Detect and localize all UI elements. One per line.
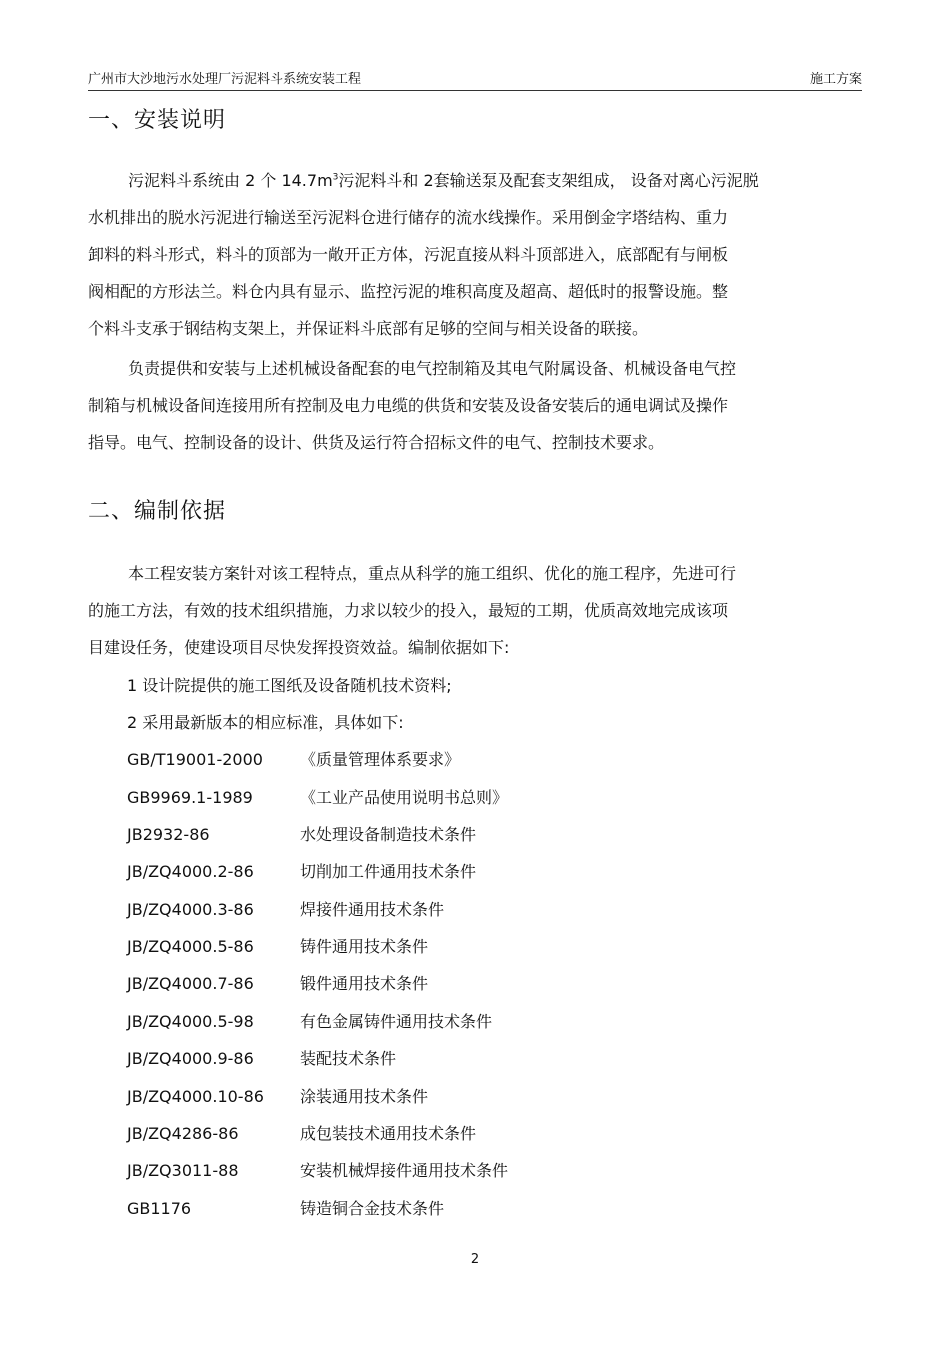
standard-code: GB/T19001-2000 <box>127 750 263 769</box>
standard-title: 焊接件通用技术条件 <box>300 900 445 919</box>
page-number: 2 <box>470 1252 480 1267</box>
standard-title: 铸件通用技术条件 <box>300 937 429 956</box>
section1-paragraph1 <box>88 162 818 347</box>
standard-row <box>127 891 687 928</box>
standard-code: GB9969.1-1989 <box>127 788 253 807</box>
standard-title: 切削加工件通用技术条件 <box>300 862 477 881</box>
standard-code: GB1176 <box>127 1199 192 1218</box>
standard-code: JB/ZQ4000.5-98 <box>127 1012 254 1031</box>
paragraph-line: 水机排出的脱水污泥进行输送至污泥料仓进行储存的流水线操作。采用倒金字塔结构、重力 <box>88 208 729 227</box>
paragraph-line: 的施工方法，有效的技术组织措施，力求以较少的投入，最短的工期，优质高效地完成该项 <box>88 601 729 620</box>
standard-title: 有色金属铸件通用技术条件 <box>300 1012 493 1031</box>
standard-row <box>127 1190 687 1227</box>
standard-row <box>127 1040 687 1077</box>
standard-row <box>127 928 687 965</box>
standard-row <box>127 816 687 853</box>
paragraph-line: 指导。电气、控制设备的设计、供货及运行符合招标文件的电气、控制技术要求。 <box>88 433 665 452</box>
standard-row <box>127 1078 687 1115</box>
standard-title: 成包装技术通用技术条件 <box>300 1124 477 1143</box>
basis-item-1: 1 设计院提供的施工图纸及设备随机技术资料; <box>127 676 452 695</box>
standard-row <box>127 965 687 1002</box>
paragraph-line: 卸料的料斗形式，料斗的顶部为一敞开正方体，污泥直接从料斗顶部进入，底部配有与闸板 <box>88 245 729 264</box>
superscript: 3 <box>332 172 339 183</box>
section2-paragraph <box>88 555 818 666</box>
standard-row <box>127 741 687 778</box>
section1-heading: 一、安装说明 <box>88 108 227 133</box>
standard-code: JB/ZQ4000.5-86 <box>127 937 254 956</box>
section1-paragraph2 <box>88 350 818 461</box>
standard-row <box>127 1115 687 1152</box>
text-run: 污泥料斗系统由 2 个 14.7m <box>128 171 333 190</box>
standard-row <box>127 1003 687 1040</box>
paragraph-line: 阀相配的方形法兰。料仓内具有显示、监控污泥的堆积高度及超高、超低时的报警设施。整 <box>88 282 729 301</box>
standard-code: JB/ZQ4286-86 <box>127 1124 239 1143</box>
standard-title: 涂装通用技术条件 <box>300 1087 429 1106</box>
standard-title: 装配技术条件 <box>300 1049 397 1068</box>
paragraph-line <box>88 162 818 199</box>
standard-code: JB/ZQ3011-88 <box>127 1161 239 1180</box>
standard-title: 《质量管理体系要求》 <box>300 750 461 769</box>
standard-code: JB/ZQ4000.3-86 <box>127 900 254 919</box>
standard-row <box>127 779 687 816</box>
paragraph-line: 目建设任务，使建设项目尽快发挥投资效益。编制依据如下: <box>88 638 510 657</box>
standard-code: JB2932-86 <box>127 825 210 844</box>
standard-title: 安装机械焊接件通用技术条件 <box>300 1161 509 1180</box>
text-run: 污泥料斗和 2套输送泵及配套支架组成， 设备对离心污泥脱 <box>338 171 759 190</box>
standard-title: 锻件通用技术条件 <box>300 974 429 993</box>
basis-item-2: 2 采用最新版本的相应标准，具体如下: <box>127 713 404 732</box>
standard-code: JB/ZQ4000.2-86 <box>127 862 254 881</box>
standard-title: 水处理设备制造技术条件 <box>300 825 477 844</box>
paragraph-line: 负责提供和安装与上述机械设备配套的电气控制箱及其电气附属设备、机械设备电气控 <box>128 359 737 378</box>
standard-row <box>127 1152 687 1189</box>
paragraph-line: 个料斗支承于钢结构支架上，并保证料斗底部有足够的空间与相关设备的联接。 <box>88 319 649 338</box>
page-header <box>88 66 862 91</box>
standard-code: JB/ZQ4000.7-86 <box>127 974 254 993</box>
paragraph-line: 制箱与机械设备间连接用所有控制及电力电缆的供货和安装及设备安装后的通电调试及操作 <box>88 396 729 415</box>
standard-title: 铸造铜合金技术条件 <box>300 1199 445 1218</box>
header-project-title: 广州市大沙地污水处理厂污泥料斗系统安装工程 <box>88 72 362 87</box>
standard-row <box>127 853 687 890</box>
standard-code: JB/ZQ4000.9-86 <box>127 1049 254 1068</box>
header-doc-type: 施工方案 <box>809 72 862 87</box>
section2-heading: 二、编制依据 <box>88 499 227 524</box>
standard-title: 《工业产品使用说明书总则》 <box>300 788 509 807</box>
paragraph-line: 本工程安装方案针对该工程特点，重点从科学的施工组织、优化的施工程序，先进可行 <box>128 564 737 583</box>
standard-code: JB/ZQ4000.10-86 <box>127 1087 264 1106</box>
